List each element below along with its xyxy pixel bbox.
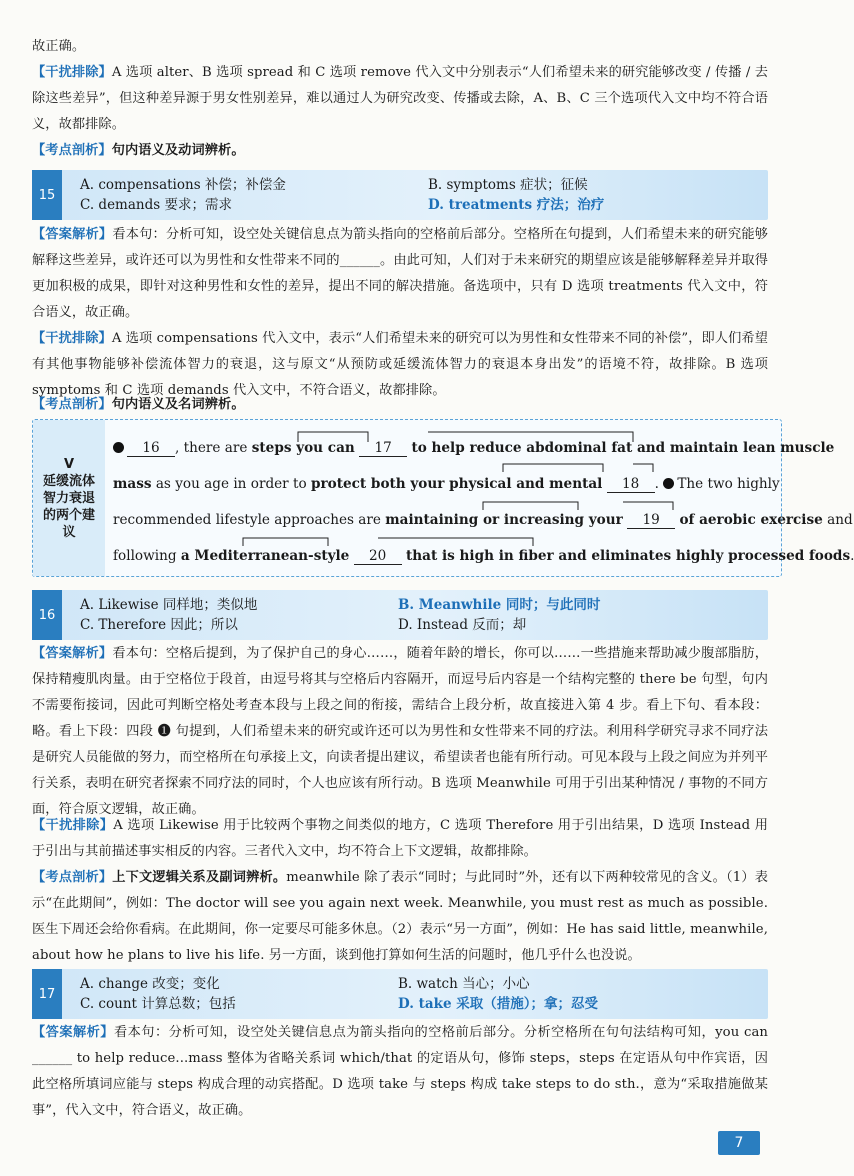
- passage-keyword: protect both your physical and mental: [310, 476, 603, 492]
- passage-keyword: of aerobic exercise: [679, 512, 823, 528]
- passage-keyword: mass: [113, 476, 152, 492]
- analysis-section: [32, 138, 768, 164]
- passage-text: and: [822, 512, 853, 528]
- passage-text: as you age in order to: [151, 476, 311, 492]
- question-16-options: [32, 590, 768, 640]
- section-bold: 上下文逻辑关系及副词辨析。: [112, 870, 287, 885]
- interference-section: [32, 60, 768, 138]
- option-d: D. Instead 反而；却: [398, 617, 527, 633]
- passage-text: following: [113, 548, 181, 564]
- sentence-marker-2-icon: [663, 478, 674, 489]
- section-text: 看本句：分析可知，设空处关键信息点为箭头指向的空格前后部分。空格所在句提到，人们希望未来的研究能够解释这些差异，或许还可以为男性和女性带来不同的______。由此可知，人们对于未来研究的期望应该是能够解释差异并取得更加积极的成果，即针对这种男性和女性的差异，提出不同的解决措施。备选项中，只有 D 选项 treatments 代入文中，符合语义，故正确。: [32, 227, 768, 320]
- question-number: 17: [32, 969, 62, 1019]
- section-tag: 【考点剖析】: [32, 397, 112, 412]
- passage-line-3: [113, 512, 853, 529]
- blank-17: 17: [359, 440, 407, 457]
- section-text: A 选项 Likewise 用于比较两个事物之间类似的地方，C 选项 Therefore 用于引出结果，D 选项 Instead 用于引出与其前描述事实相反的内容。三者代入文中，均不符合上下文逻辑，故都排除。: [32, 818, 768, 859]
- answer-analysis: [32, 641, 768, 823]
- option-d-correct: D. take 采取（措施）；拿；忍受: [398, 996, 599, 1012]
- option-c: C. count 计算总数；包括: [80, 996, 236, 1012]
- section-text: 看本句：分析可知，设空处关键信息点为箭头指向的空格前后部分。分析空格所在句句法结构可知，you can ______ to help reduce...mass 整体为省略关系词 which/that 的定语从句，修饰 steps，steps 在定语从句中作宾语，因此空格所填词应能与 steps 构成合理的动宾搭配。D 选项 take 与 steps 构成 take steps to do sth.，意为“采取措施做某事”，代入文中，符合语义，故正确。: [32, 1025, 768, 1118]
- section-title-line: 智力衰退: [42, 490, 95, 506]
- section-text: 句内语义及名词辨析。: [111, 397, 245, 412]
- sentence-marker-1-icon: [113, 442, 124, 453]
- section-text: A 选项 compensations 代入文中，表示“人们希望未来的研究可以为男性和女性带来不同的补偿”，即人们希望有其他事物能够补偿流体智力的衰退，这与原文“从预防或延缓流体智力的衰退本身出发”的语境不符，故排除。B 选项 symptoms 和 C 选项 demands 代入文中，不符合语义，故都排除。: [32, 331, 768, 398]
- question-15-options: [32, 170, 768, 220]
- passage-keyword: steps you can: [251, 440, 355, 456]
- section-tag: 【答案解析】: [32, 227, 113, 242]
- option-b: B. watch 当心；小心: [398, 976, 530, 992]
- option-a: A. change 改变；变化: [80, 976, 220, 992]
- option-d-correct: D. treatments 疗法；治疗: [428, 197, 605, 213]
- page-number: 7: [718, 1131, 760, 1155]
- question-17-options: [32, 969, 768, 1019]
- section-text: 句内语义及动词辨析。: [111, 143, 245, 158]
- passage-text: The two highly: [677, 476, 780, 492]
- section-tag: 【考点剖析】: [32, 870, 113, 885]
- passage-keyword: maintaining or increasing your: [385, 512, 623, 528]
- passage-line-4: [113, 548, 854, 565]
- analysis-section: [32, 865, 768, 969]
- section-text: A 选项 alter、B 选项 spread 和 C 选项 remove 代入文中分别表示“人们希望未来的研究能够改变 / 传播 / 去除这些差异”，但这种差异源于男女性别差异，难以通过人为研究改变、传播或去除，A、B、C 三个选项代入文中均不符合语义，故都排除。: [32, 65, 768, 132]
- passage-text: .: [850, 548, 854, 564]
- option-b: B. symptoms 症状；征候: [428, 177, 588, 193]
- answer-analysis: [32, 222, 768, 326]
- option-c: C. Therefore 因此；所以: [80, 617, 238, 633]
- option-a: A. Likewise 同样地；类似地: [80, 597, 258, 613]
- section-tag: 【干扰排除】: [32, 818, 114, 833]
- blank-18: 18: [607, 476, 655, 493]
- passage-text: .: [654, 476, 664, 492]
- section-title-line: 延缓流体: [42, 473, 95, 489]
- section-tag: 【答案解析】: [32, 646, 113, 661]
- option-b-correct: B. Meanwhile 同时；与此同时: [398, 597, 601, 613]
- blank-16: 16: [127, 440, 175, 457]
- section-text: 看本句：空格后提到，为了保护自己的身心……，随着年龄的增长，你可以……一些措施来帮助减少腹部脂肪，保持精瘦肌肉量。由于空格位于段首，由逗号将其与空格后内容隔开，而逗号后内容是一个结构完整的 there be 句型，句内不需要衔接词，因此可判断空格处考查本段与上段之间的衔接，需结合上段分析，故直接进入第 4 步。看上下句、看本段：略。看上下段：四段 ❶ 句提到，人们希望未来的研究或许还可以为男性和女性带来不同的疗法。利用科学研究寻求不同疗法是研究人员能做的努力，而空格所在句承接上文，向读者提出建议，希望读者也能有所行动。可见本段与上段之间应为并列平行关系，表明在研究者探索不同疗法的同时，个人也应该有所行动。B 选项 Meanwhile 可用于引出某种情况 / 事物的不同方面，符合原文逻辑，故正确。: [32, 646, 768, 817]
- answer-analysis: [32, 1020, 768, 1124]
- section-number: V: [63, 456, 75, 472]
- passage-keyword: a Mediterranean-style: [180, 548, 350, 564]
- analysis-section: [32, 392, 768, 418]
- section-title-line: 议: [62, 524, 76, 540]
- passage-keyword: that is high in fiber and eliminates highly processed foods: [406, 548, 851, 564]
- passage-keyword: to help reduce abdominal fat and maintain lean muscle: [411, 440, 835, 456]
- passage-line-2: [113, 476, 780, 493]
- question-number: 15: [32, 170, 62, 220]
- passage-line-1: [113, 440, 835, 457]
- section-tag: 【考点剖析】: [32, 143, 112, 158]
- continuation-text: 故正确。: [32, 39, 86, 54]
- section-tag: 【干扰排除】: [32, 331, 112, 346]
- option-a: A. compensations 补偿；补偿金: [80, 177, 286, 193]
- passage-text: , there are: [175, 440, 252, 456]
- section-text: meanwhile 除了表示“同时；与此同时”外，还有以下两种较常见的含义。（1）表示“在此期间”，例如：The doctor will see you again next week. Meanwhile, you must rest as much as possible. 医生下周还会给你看病。在此期间，你一定要尽可能多休息。（2）表示“另一方面”，例如：He has said little, meanwhile, about how he plans to live his life. 另一方面，谈到他打算如何生活的问题时，他几乎什么也没说。: [32, 870, 768, 963]
- interference-section: [32, 813, 768, 865]
- section-tag: 【答案解析】: [32, 1025, 114, 1040]
- section-title-line: 的两个建: [42, 507, 95, 523]
- option-c: C. demands 要求；需求: [80, 197, 232, 213]
- blank-20: 20: [354, 548, 402, 565]
- section-tag: 【干扰排除】: [32, 65, 112, 80]
- passage-text: recommended lifestyle approaches are: [113, 512, 386, 528]
- blank-19: 19: [627, 512, 675, 529]
- question-number: 16: [32, 590, 62, 640]
- passage-excerpt: [32, 419, 854, 577]
